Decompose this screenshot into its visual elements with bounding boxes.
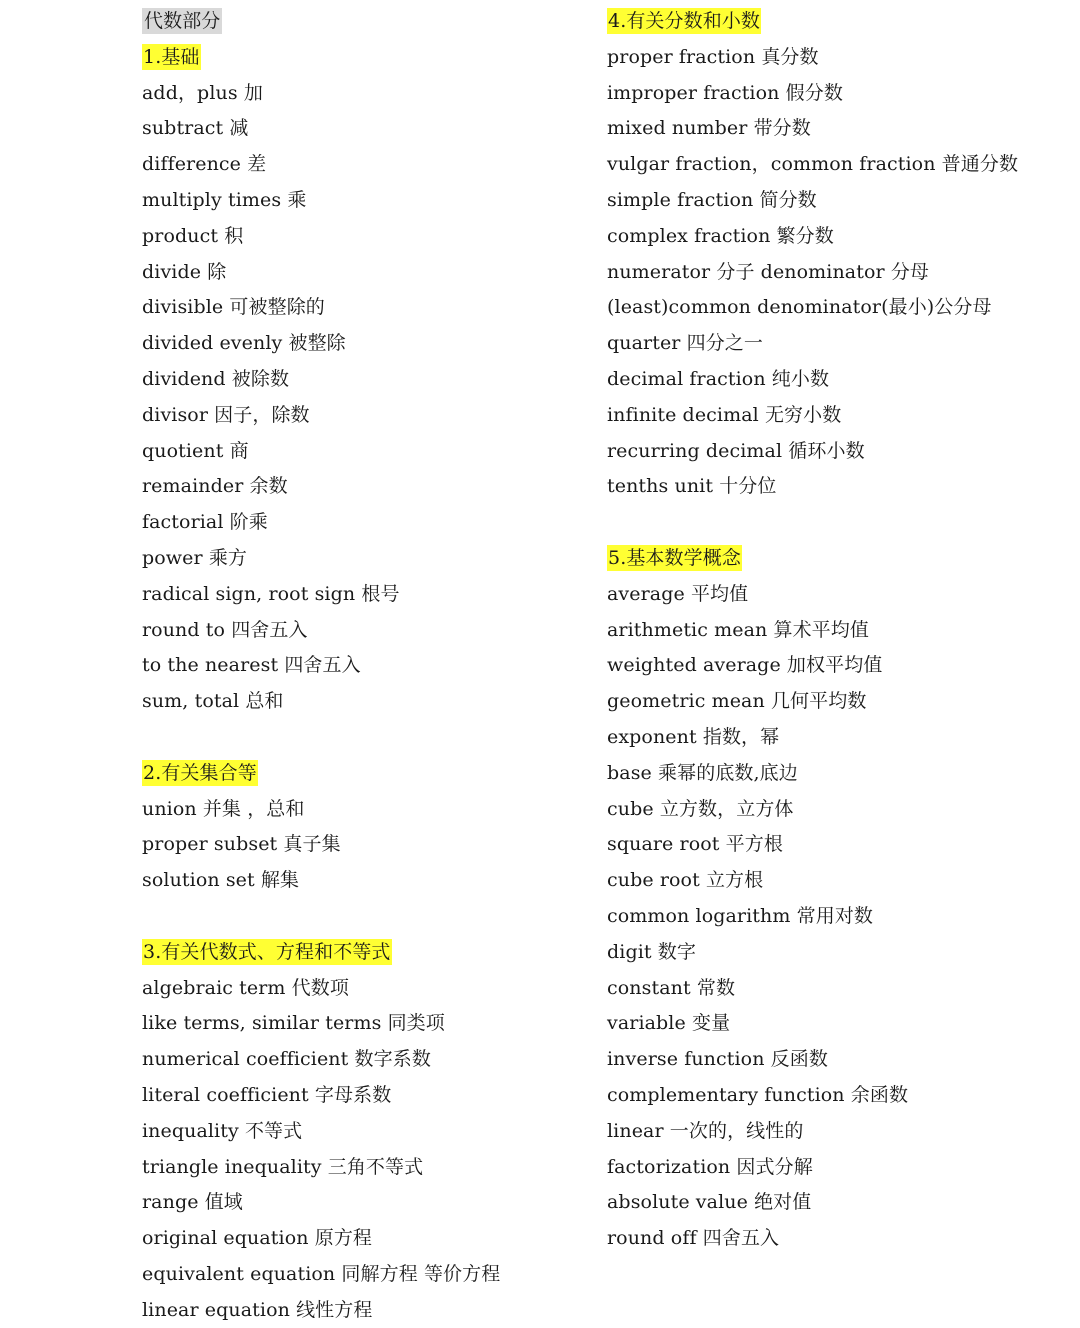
- section-heading-line: [142, 40, 562, 76]
- vocab-item: add，plus 加: [142, 81, 263, 104]
- vocab-item: (least)common denominator(最小)公分母: [607, 296, 992, 319]
- vocab-item: round to 四舍五入: [142, 618, 308, 641]
- vocab-item: triangle inequality 三角不等式: [142, 1155, 424, 1178]
- vocab-item: variable 变量: [607, 1012, 731, 1035]
- vocab-item: geometric mean 几何平均数: [607, 690, 867, 713]
- vocab-item: equivalent equation 同解方程 等价方程: [142, 1262, 501, 1285]
- vocab-item: tenths unit 十分位: [607, 475, 777, 498]
- vocab-item: subtract 减: [142, 117, 249, 140]
- vocab-item: simple fraction 简分数: [607, 188, 817, 211]
- section-heading-sets: 2.有关集合等: [143, 761, 257, 784]
- vocab-item: divided evenly 被整除: [142, 332, 346, 355]
- vocab-item: base 乘幂的底数,底边: [607, 761, 798, 784]
- part-title-line: [142, 4, 562, 40]
- vocab-item: constant 常数: [607, 976, 736, 999]
- vocab-item: cube root 立方根: [607, 869, 764, 892]
- vocab-item: to the nearest 四舍五入: [142, 654, 361, 677]
- vocab-item: decimal fraction 纯小数: [607, 367, 830, 390]
- left-column: [142, 4, 562, 1328]
- vocab-item: linear 一次的，线性的: [607, 1119, 804, 1142]
- vocab-item: exponent 指数，幂: [607, 725, 780, 748]
- section-heading-line: [607, 4, 1067, 40]
- vocab-item: inequality 不等式: [142, 1119, 303, 1142]
- vocab-item: product 积: [142, 224, 244, 247]
- vocab-item: quotient 商: [142, 439, 249, 462]
- vocab-item: proper subset 真子集: [142, 833, 341, 856]
- section-heading-algebra: 3.有关代数式、方程和不等式: [143, 940, 391, 963]
- vocab-item: numerator 分子 denominator 分母: [607, 260, 930, 283]
- vocab-item: difference 差: [142, 153, 267, 176]
- vocab-item: multiply times 乘: [142, 188, 307, 211]
- vocab-item: cube 立方数，立方体: [607, 797, 794, 820]
- section-heading-line: [607, 541, 1067, 577]
- vocab-item: mixed number 带分数: [607, 117, 811, 140]
- vocab-item: average 平均值: [607, 582, 749, 605]
- vocab-item: arithmetic mean 算术平均值: [607, 618, 869, 641]
- section-heading-concepts: 5.基本数学概念: [608, 546, 741, 569]
- vocab-item: dividend 被除数: [142, 367, 290, 390]
- section-spacer: [142, 899, 562, 935]
- vocab-item: factorial 阶乘: [142, 511, 268, 534]
- vocab-item: inverse function 反函数: [607, 1048, 828, 1071]
- vocab-item: literal coefficient 字母系数: [142, 1083, 392, 1106]
- vocab-item: vulgar fraction，common fraction 普通分数: [607, 153, 1019, 176]
- vocab-item: weighted average 加权平均值: [607, 654, 883, 677]
- vocab-item: divide 除: [142, 260, 227, 283]
- vocab-item: round off 四舍五入: [607, 1227, 780, 1250]
- vocab-item: proper fraction 真分数: [607, 45, 819, 68]
- vocab-item: range 值域: [142, 1191, 243, 1214]
- vocab-item: common logarithm 常用对数: [607, 904, 874, 927]
- vocab-item: complex fraction 繁分数: [607, 224, 834, 247]
- vocab-item: complementary function 余函数: [607, 1083, 909, 1106]
- section-spacer: [607, 505, 1067, 541]
- vocab-item: union 并集 ，总和: [142, 797, 305, 820]
- vocab-item: recurring decimal 循环小数: [607, 439, 865, 462]
- vocab-item: divisor 因子，除数: [142, 403, 310, 426]
- vocab-item: infinite decimal 无穷小数: [607, 403, 842, 426]
- section-heading-line: [142, 756, 562, 792]
- vocab-item: digit 数字: [607, 940, 696, 963]
- right-column: [607, 4, 1067, 1257]
- vocab-item: numerical coefficient 数字系数: [142, 1048, 431, 1071]
- vocab-item: improper fraction 假分数: [607, 81, 843, 104]
- section-spacer: [142, 720, 562, 756]
- vocab-item: quarter 四分之一: [607, 332, 764, 355]
- vocab-item: linear equation 线性方程: [142, 1298, 373, 1321]
- vocab-item: radical sign, root sign 根号: [142, 582, 400, 605]
- vocab-item: sum, total 总和: [142, 690, 284, 713]
- vocab-item: like terms, similar terms 同类项: [142, 1012, 445, 1035]
- vocab-item: solution set 解集: [142, 869, 300, 892]
- section-heading-fractions: 4.有关分数和小数: [608, 10, 761, 32]
- vocab-item: divisible 可被整除的: [142, 296, 325, 319]
- vocab-item: factorization 因式分解: [607, 1155, 813, 1178]
- vocab-item: power 乘方: [142, 546, 248, 569]
- vocab-item: remainder 余数: [142, 475, 288, 498]
- part-title: 代数部分: [144, 10, 221, 32]
- section-heading-basics: 1.基础: [143, 45, 200, 68]
- vocab-item: square root 平方根: [607, 833, 783, 856]
- vocab-item: original equation 原方程: [142, 1227, 373, 1250]
- section-heading-line: [142, 935, 562, 971]
- vocab-item: algebraic term 代数项: [142, 976, 349, 999]
- vocab-item: absolute value 绝对值: [607, 1191, 812, 1214]
